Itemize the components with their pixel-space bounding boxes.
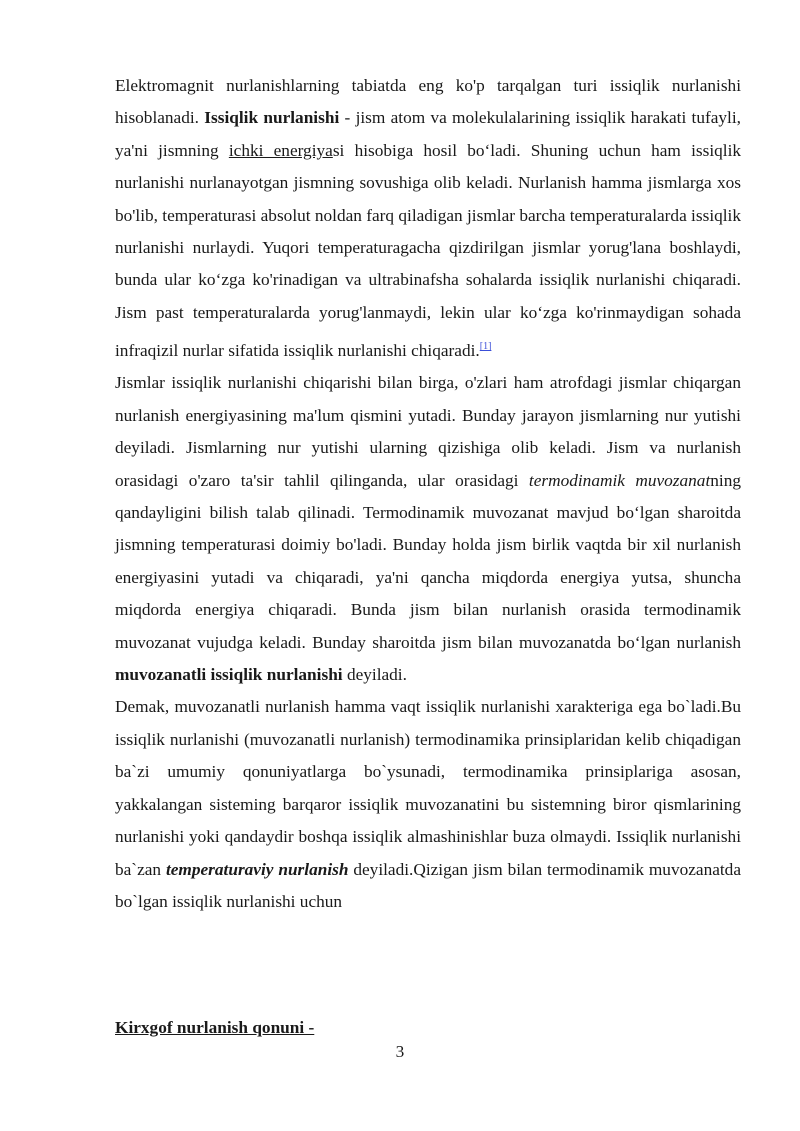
paragraph-thermal-radiation [115,70,741,367]
paragraph-absorption [115,367,741,691]
text-run: deyiladi. [342,665,407,685]
document-body [115,70,741,918]
section-heading: Kirxgof nurlanish qonuni - [115,1018,315,1037]
term-termodinamik-muvozanat: termodinamik muvozanat [528,470,711,490]
text-run: - jism atom va molekulalarining issiqlik harakati tufayli, ya'ni jismning [115,108,741,160]
page-number: 3 [395,1042,405,1061]
text-run: si hisobiga hosil bo‘ladi. Shuning uchun ham issiqlik nurlanishi nurlanayotgan jismning sovushiga olib keladi. Nurlanish hamma jismlarga xos bo'lib, temperaturasi absolut noldan farq qiladigan jismlar barcha temperaturalarda issiqlik nurlanishi nurlaydi. Yuqori temperaturagacha qizdirilgan jismlar yorug'lana boshlaydi, bunda ular ko‘zga ko'rinadigan va ultrabinafsha sohalarda issiqlik nurlanishi chiqaradi. Jism past temperaturalarda yorug'lanmaydi, lekin ular ko‘zga ko'rinmaydigan sohada infraqizil nurlar sifatida issiqlik nurlanishi chiqaradi. [115,140,742,361]
paragraph-equilibrium-radiation [115,691,741,918]
term-temperaturaviy-nurlanish: temperaturaviy nurlanish [165,859,349,879]
term-muvozanatli-issiqlik-nurlanishi: muvozanatli issiqlik nurlanishi [115,665,343,685]
text-run: Demak, muvozanatli nurlanish hamma vaqt issiqlik nurlanishi xarakteriga ega bo`ladi.Bu issiqlik nurlanishi (muvozanatli nurlanish) termodinamika prinsiplaridan kelib chiqadigan ba`zi umumiy qonuniyatlarga bo`ysunadi, termodinamika prinsiplariga asosan, yakkalangan sisteming barqaror issiqlik muvozanatini bu sistemning biror qismlarining nurlanishi yoki qandaydir boshqa issiqlik almashinishlar buza olmaydi. Issiqlik nurlanishi ba`zan [115,697,741,879]
text-run: ning qandayligini bilish talab qilinadi. Termodinamik muvozanat mavjud bo‘lgan sharoitda jismning temperaturasi doimiy bo'ladi. Bunday holda jism birlik vaqtda bir xil nurlanish energiyasini yutadi va chiqaradi, ya'ni qancha miqdorda energiya yutsa, shuncha miqdorda energiya chiqaradi. Bunda jism bilan nurlanish orasida termodinamik muvozanat vujudga keladi. Bunday sharoitda jism bilan muvozanatda bo‘lgan nurlanish [115,470,741,652]
text-run: Elektromagnit nurlanishlarning tabiatda eng ko'p tarqalgan turi issiqlik nurlanishi hisoblanadi. [115,76,741,128]
footnote-link[interactable]: [1] [479,341,492,353]
text-run: deyiladi.Qizigan jism bilan termodinamik muvozanatda bo`lgan issiqlik nurlanishi uchun [115,859,741,911]
text-run: Jismlar issiqlik nurlanishi chiqarishi bilan birga, o'zlari ham atrofdagi jismlar chiqargan nurlanish energiyasining ma'lum qismini yutadi. Bunday jarayon jismlarning nur yutishi deyiladi. Jismlarning nur yutishi ularning qizishiga olib keladi. Jism va nurlanish orasidagi o'zaro ta'sir tahlil qilinganda, ular orasidagi [115,373,741,490]
link-ichki-energiya[interactable]: ichki energiya [228,140,333,160]
term-issiqlik-nurlanishi: Issiqlik nurlanishi [204,108,340,128]
